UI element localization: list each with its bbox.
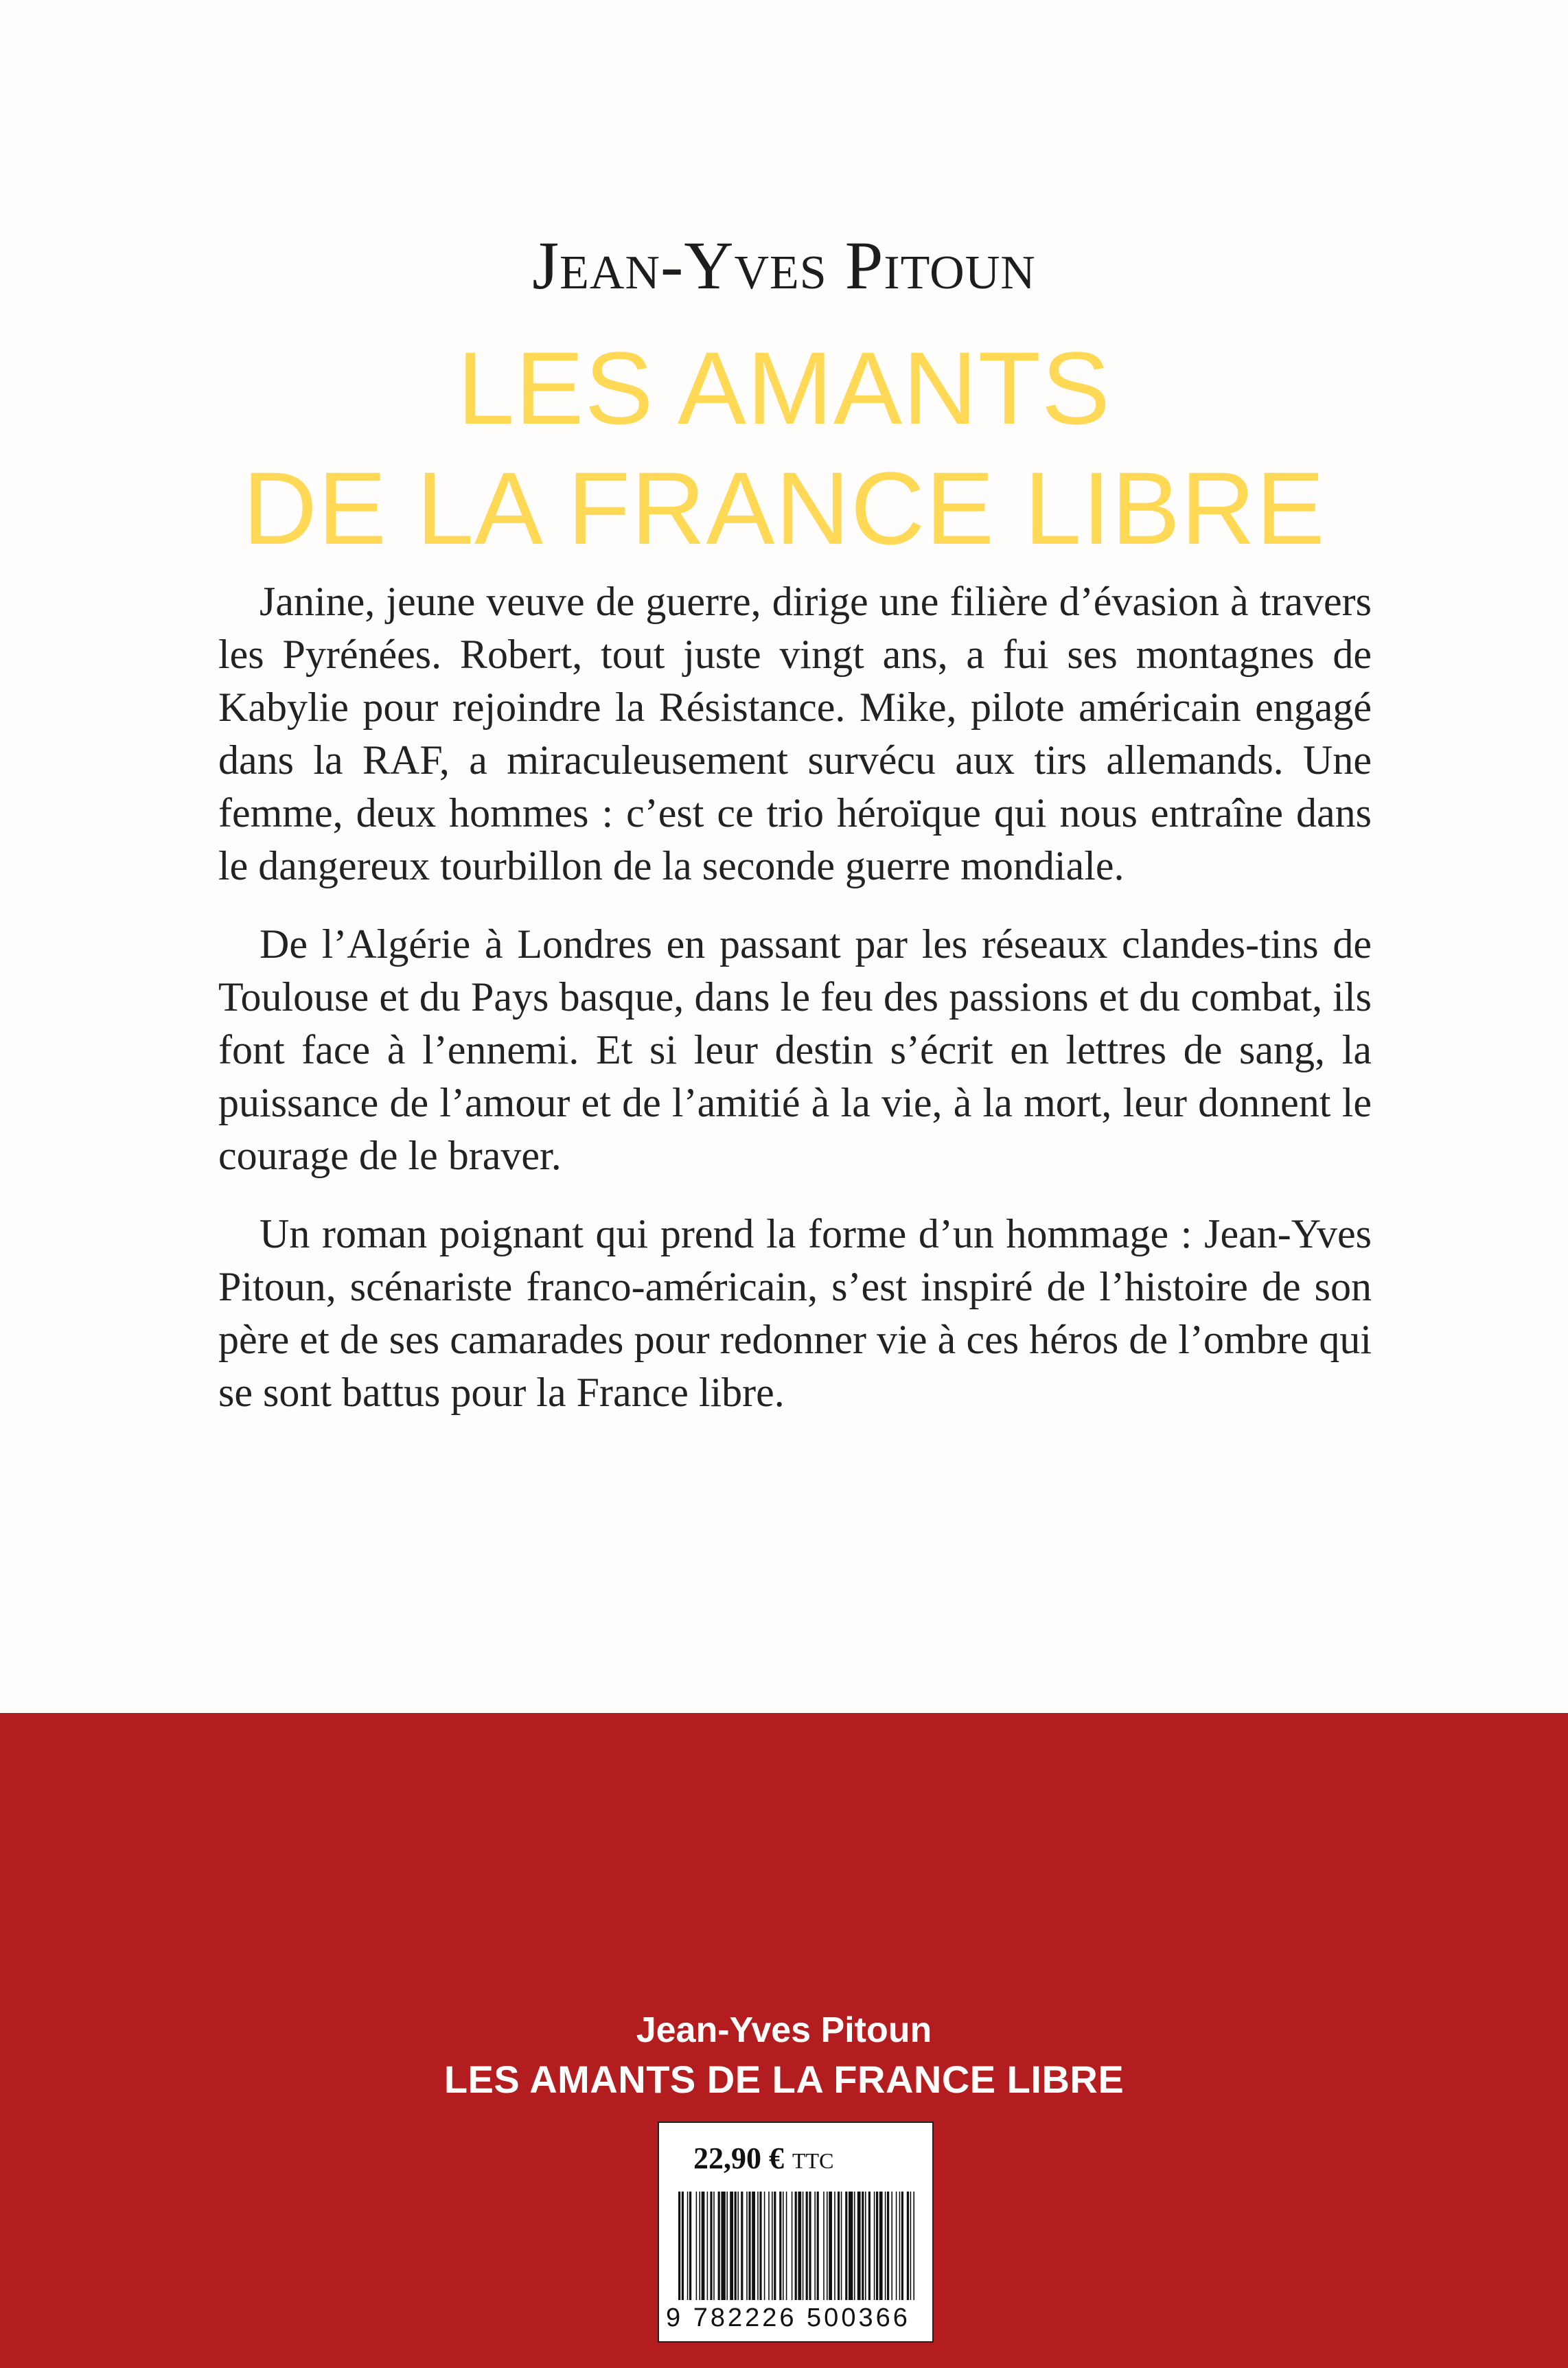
blurb-paragraph-2: De l’Algérie à Londres en passant par les réseaux clandes-tins de Toulouse et du Pays basque, dans le feu des passions et du combat, ils font face à l’ennemi. Et si leur destin s’écrit en lettres de sang, la puissance de l’amour et de l’amitié à la vie, à la mort, leur donnent le courage de le braver. [218,921,1372,1178]
isbn-number: 9 782226 500366 [666,2303,910,2332]
price-line [693,2141,833,2176]
band-book-title: LES AMANTS DE LA FRANCE LIBRE [443,2058,1125,2101]
blurb-paragraph-3: Un roman poignant qui prend la forme d’un hommage : Jean-Yves Pitoun, scénariste franco-américain, s’est inspiré de l’histoire de son père et de ses camarades pour redonner vie à ces héros de l’ombre qui se sont battus pour la France libre. [218,1211,1372,1415]
price-tax-note: TTC [792,2148,834,2173]
price-amount: 22,90 € [693,2141,784,2175]
price-barcode-label [658,2122,934,2343]
blurb-text [218,575,1372,1445]
book-title [0,328,1568,568]
author-name: Jean-Yves Pitoun [532,227,1036,303]
band-author-name: Jean-Yves Pitoun [636,2010,932,2050]
book-title-line-2: DE LA FRANCE LIBRE [242,450,1326,566]
book-title-line-1: LES AMANTS [457,330,1111,446]
barcode-icon [676,2192,919,2300]
blurb-paragraph-1: Janine, jeune veuve de guerre, dirige une filière d’évasion à travers les Pyrénées. Robert, tout juste vingt ans, a fui ses montagnes de Kabylie pour rejoindre la Résistance. Mike, pilote américain engagé dans la RAF, a miraculeusement survécu aux tirs allemands. Une femme, deux hommes : c’est ce trio héroïque qui nous entraîne dans le dangereux tourbillon de la seconde guerre mondiale. [218,579,1372,888]
